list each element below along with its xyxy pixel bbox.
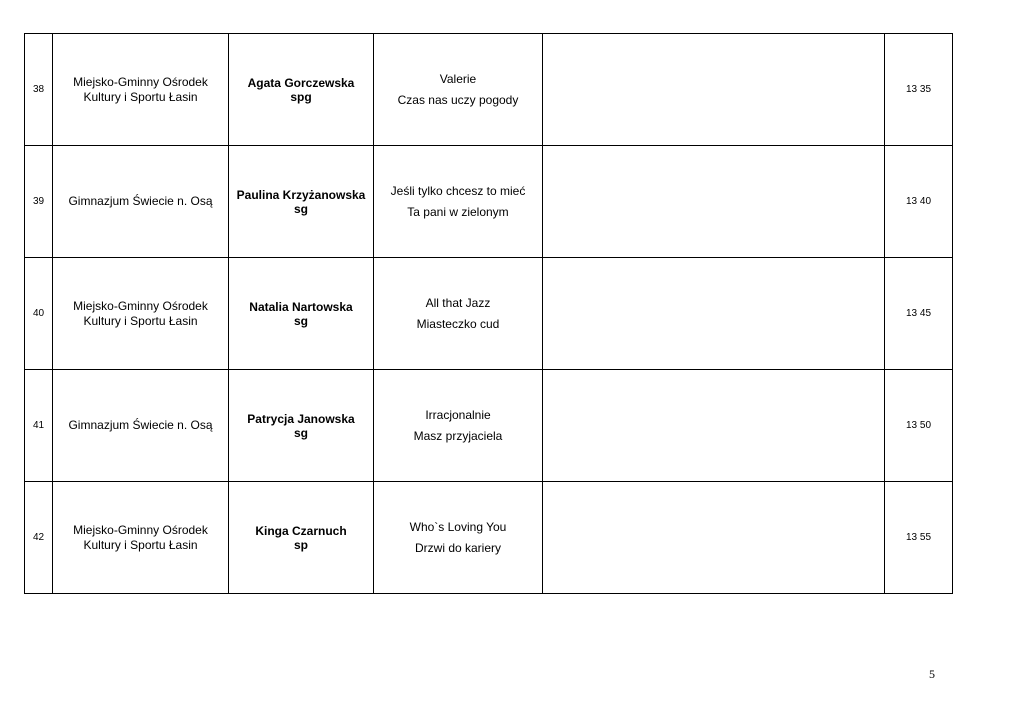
entry-number: 38 [25, 34, 53, 146]
notes-cell [543, 34, 885, 146]
category-code: spg [290, 89, 312, 104]
category-code: sg [293, 425, 308, 440]
notes-cell [543, 482, 885, 594]
institution-cell [53, 482, 229, 594]
schedule-table [24, 33, 953, 594]
performer-name: Paulina Krzyżanowska [236, 187, 366, 202]
performer-name: Natalia Nartowska [249, 299, 353, 314]
songs-cell [374, 34, 543, 146]
institution-line: Gimnazjum Świecie n. Osą [68, 194, 213, 208]
institution-cell [53, 370, 229, 482]
notes-cell [543, 258, 885, 370]
institution-line: Miejsko-Gminny Ośrodek [73, 298, 208, 313]
institution-line: Kultury i Sportu Łasin [83, 313, 198, 328]
institution-line: Kultury i Sportu Łasin [83, 89, 198, 104]
table-row [25, 146, 953, 258]
time-cell: 13 50 [885, 370, 953, 482]
song-title: Miasteczko cud [416, 316, 500, 331]
entry-number: 39 [25, 146, 53, 258]
institution-cell [53, 34, 229, 146]
song-title: Masz przyjaciela [413, 428, 503, 443]
institution-cell [53, 258, 229, 370]
page-number: 5 [929, 667, 935, 681]
performer-name: Kinga Czarnuch [255, 523, 347, 538]
institution-cell [53, 146, 229, 258]
performer-name: Patrycja Janowska [247, 411, 355, 426]
time-cell: 13 55 [885, 482, 953, 594]
song-title: Who`s Loving You [409, 519, 507, 534]
song-title: Czas nas uczy pogody [397, 92, 519, 107]
institution-line: Gimnazjum Świecie n. Osą [68, 418, 213, 432]
notes-cell [543, 370, 885, 482]
entry-number: 40 [25, 258, 53, 370]
entry-number: 42 [25, 482, 53, 594]
performer-cell [229, 370, 374, 482]
entry-number: 41 [25, 370, 53, 482]
song-title: Jeśli tylko chcesz to mieć [390, 183, 526, 198]
songs-cell [374, 258, 543, 370]
performer-cell [229, 34, 374, 146]
table-row [25, 258, 953, 370]
song-title: Ta pani w zielonym [407, 204, 509, 219]
performer-cell [229, 482, 374, 594]
institution-line: Miejsko-Gminny Ośrodek [73, 74, 208, 89]
performer-cell [229, 258, 374, 370]
category-code: sp [293, 537, 308, 552]
time-cell: 13 45 [885, 258, 953, 370]
table-row [25, 370, 953, 482]
table-row [25, 482, 953, 594]
song-title: Valerie [439, 71, 477, 86]
time-cell: 13 35 [885, 34, 953, 146]
songs-cell [374, 482, 543, 594]
notes-cell [543, 146, 885, 258]
category-code: sg [293, 313, 308, 328]
performer-name: Agata Gorczewska [247, 75, 355, 90]
performer-cell [229, 146, 374, 258]
song-title: All that Jazz [425, 295, 491, 310]
institution-line: Miejsko-Gminny Ośrodek [73, 522, 208, 537]
institution-line: Kultury i Sportu Łasin [83, 537, 198, 552]
category-code: sg [293, 201, 308, 216]
song-title: Drzwi do kariery [414, 540, 501, 555]
songs-cell [374, 370, 543, 482]
songs-cell [374, 146, 543, 258]
time-cell: 13 40 [885, 146, 953, 258]
song-title: Irracjonalnie [425, 407, 491, 422]
table-row [25, 34, 953, 146]
